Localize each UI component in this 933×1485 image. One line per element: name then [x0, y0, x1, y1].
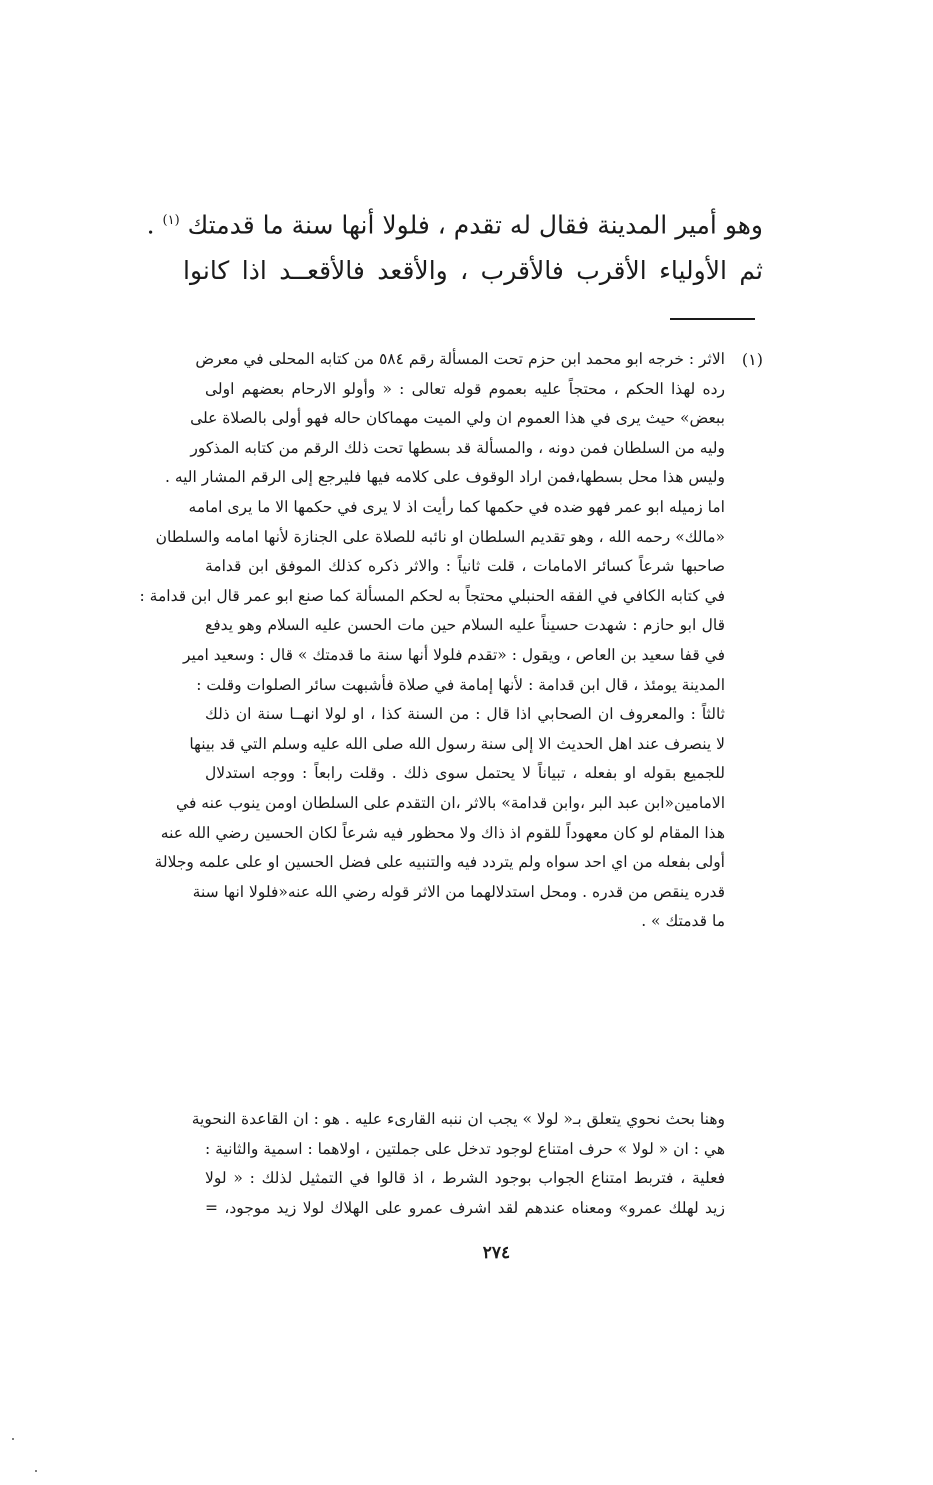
main-body-text [146, 198, 763, 294]
grammar-note-line: زيد لهلك عمرو» ومعناه عندهم لقد اشرف عمرو على الهلاك لولا زيد موجود، = [205, 1198, 725, 1217]
footnote-line: وليه من السلطان فمن دونه ، والمسألة قد بسطها تحت ذلك الرقم من كتابه المذكور [190, 438, 725, 457]
footnote-line: صاحبها شرعاً كسائر الامامات ، قلت ثانياً : والاثر ذكره كذلك الموفق ابن قدامة [205, 557, 725, 576]
footnote-line: لا ينصرف عند اهل الحديث الا إلى سنة رسول الله صلى الله عليه وسلم التي قد بينها [189, 734, 725, 753]
footnote-line: قدره ينقص من قدره . ومحل استدلالهما من الاثر قوله رضي الله عنه«فلولا انها سنة [192, 882, 725, 901]
footnote-line: قال ابو حازم : شهدت حسيناً عليه السلام حين مات الحسن عليه السلام وهو يدفع [205, 616, 725, 635]
grammar-note-line: هي : ان « لولا » حرف امتناع لوجود تدخل على جملتين ، اولاهما : اسمية والثانية : [205, 1139, 725, 1158]
main-text-line-1-end: . [146, 210, 163, 240]
main-text-line-1: وهو أمير المدينة فقال له تقدم ، فلولا أنها سنة ما قدمتك [187, 210, 763, 240]
footnote-line: رده لهذا الحكم ، محتجاً عليه بعموم قوله تعالى : « وأولو الارحام بعضهم اولى [205, 379, 725, 398]
footnote-line: الامامين«ابن عبد البر ،وابن قدامة» بالاثر ،ان التقدم على السلطان اومن ينوب عنه في [176, 793, 725, 812]
page-number: ٢٧٤ [482, 1243, 511, 1263]
footnote-line: للجميع بقوله او بفعله ، تبياناً لا يحتمل سوى ذلك . وقلت رابعاً : ووجه استدلال [205, 764, 725, 783]
footnote-line: المدينة يومئذ ، قال ابن قدامة : لأنها إمامة في صلاة فأشبهت سائر الصلوات وقلت : [196, 675, 725, 694]
footnote-line: في كتابه الكافي في الفقه الحنبلي محتجاً به لحكم المسألة كما صنع ابو عمر قال ابن قدامة : [139, 586, 725, 605]
footnote-marker: (١) [741, 350, 763, 369]
footnote-separator [670, 318, 755, 320]
footnote-line: وليس هذا محل بسطها،فمن اراد الوقوف على كلامه فيها فليرجع إلى الرقم المشار اليه . [164, 468, 725, 487]
footnote-line: أولى بفعله من اي احد سواه ولم يتردد فيه والتنبيه على فضل الحسين او على علمه وجلالة [154, 853, 725, 872]
main-text-line: ثم الأولياء الأقرب فالأقرب ، والأقعد فالأقعــد اذا كانوا [183, 256, 763, 286]
grammar-note-line: وهنا بحث نحوي يتعلق بـ« لولا » يجب ان ننبه القارىء عليه . هو : ان القاعدة النحوية [191, 1110, 725, 1128]
footnote-line: «مالك» رحمه الله ، وهو تقديم السلطان او نائبه للصلاة على الجنازة لأنها امامه والسلطان [155, 527, 725, 546]
scan-speck [12, 1438, 14, 1440]
footnote-line: الاثر : خرجه ابو محمد ابن حزم تحت المسألة رقم ٥٨٤ من كتابه المحلى في معرض [195, 350, 725, 368]
footnote-line: في قفا سعيد بن العاص ، ويقول : «تقدم فلولا أنها سنة ما قدمتك » قال : وسعيد امير [182, 645, 725, 664]
footnote-line: اما زميله ابو عمر فهو ضده في حكمها كما رأيت اذ لا يرى في حكمها الا ما يرى امامه [188, 497, 725, 516]
footnote-line: هذا المقام لو كان معهوداً للقوم اذ ذاك ولا محظور فيه شرعاً لكان الحسين رضي الله عنه [160, 823, 725, 842]
footnote-body [139, 345, 725, 937]
grammar-note [191, 1105, 725, 1223]
footnote-line: ما قدمتك » . [641, 912, 725, 931]
main-text-line [146, 198, 763, 248]
footnote-reference[interactable]: (١) [162, 213, 180, 228]
page-number-row [0, 1243, 933, 1263]
footnote-line: ببعض» حيث يرى في هذا العموم ان ولي الميت مهماكان حاله فهو أولى بالصلاة على [190, 409, 725, 428]
footnote-line: ثالثاً : والمعروف ان الصحابي اذا قال : من السنة كذا ، او لولا انهــا سنة ان ذلك [205, 705, 725, 724]
grammar-note-line: فعلية ، فتربط امتناع الجواب بوجود الشرط ، اذ قالوا في التمثيل لذلك : « لولا [205, 1169, 725, 1188]
scan-speck [35, 1470, 37, 1472]
